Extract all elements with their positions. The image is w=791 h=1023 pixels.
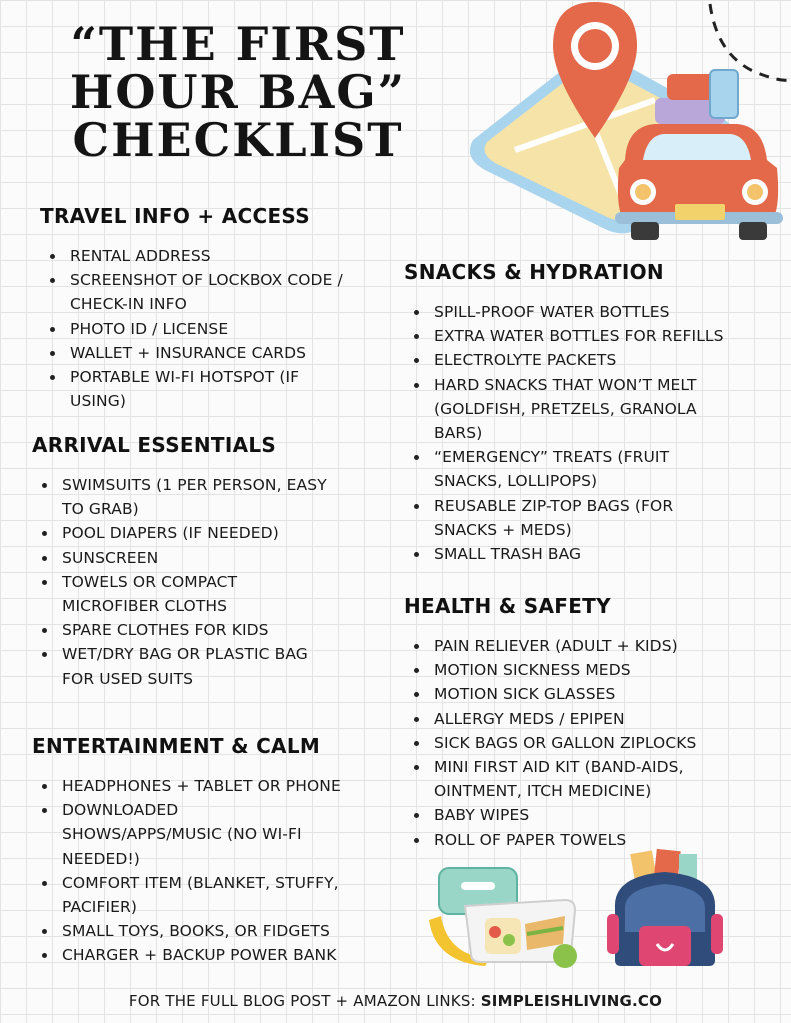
- list-item: PAIN RELIEVER (ADULT + KIDS): [434, 634, 744, 658]
- list-item: SPILL-PROOF WATER BOTTLES: [434, 300, 744, 324]
- list-item: CHARGER + BACKUP POWER BANK: [62, 943, 362, 967]
- list-item: PORTABLE WI-FI HOTSPOT (IF USING): [70, 365, 380, 413]
- list-item: SMALL TOYS, BOOKS, OR FIDGETS: [62, 919, 362, 943]
- list-item: “EMERGENCY” TREATS (FRUIT SNACKS, LOLLIPOPS): [434, 445, 744, 493]
- list-item: REUSABLE ZIP-TOP BAGS (FOR SNACKS + MEDS): [434, 494, 744, 542]
- section-heading: ENTERTAINMENT & CALM: [32, 734, 321, 758]
- section-heading: ARRIVAL ESSENTIALS: [32, 433, 277, 457]
- backpack-icon: [605, 848, 725, 970]
- section-health-safety: [404, 594, 744, 852]
- section-heading: HEALTH & SAFETY: [404, 594, 611, 618]
- checklist: [32, 774, 362, 968]
- list-item: POOL DIAPERS (IF NEEDED): [62, 521, 352, 545]
- list-item: EXTRA WATER BOTTLES FOR REFILLS: [434, 324, 744, 348]
- page-title: [58, 17, 418, 167]
- section-heading: SNACKS & HYDRATION: [404, 260, 664, 284]
- section-arrival-essentials: [32, 433, 352, 691]
- section-entertainment: [32, 734, 362, 968]
- list-item: SWIMSUITS (1 PER PERSON, EASY TO GRAB): [62, 473, 352, 521]
- checklist: [404, 634, 744, 852]
- list-item: MOTION SICK GLASSES: [434, 682, 744, 706]
- list-item: MINI FIRST AID KIT (BAND-AIDS, OINTMENT, ITCH MEDICINE): [434, 755, 744, 803]
- title-line-3: CHECKLIST: [72, 113, 404, 167]
- list-item: SICK BAGS OR GALLON ZIPLOCKS: [434, 731, 744, 755]
- list-item: SUNSCREEN: [62, 546, 352, 570]
- section-travel-info: [40, 204, 380, 413]
- title-line-2: HOUR BAG”: [69, 65, 407, 119]
- list-item: SCREENSHOT OF LOCKBOX CODE / CHECK-IN INFO: [70, 268, 380, 316]
- lunchbox-icon: [425, 862, 585, 972]
- list-item: SPARE CLOTHES FOR KIDS: [62, 618, 352, 642]
- list-item: PHOTO ID / LICENSE: [70, 317, 380, 341]
- list-item: HARD SNACKS THAT WON’T MELT (GOLDFISH, PRETZELS, GRANOLA BARS): [434, 373, 744, 446]
- section-snacks-hydration: [404, 260, 744, 566]
- list-item: HEADPHONES + TABLET OR PHONE: [62, 774, 362, 798]
- footer-link[interactable]: SIMPLEISHLIVING.CO: [480, 992, 663, 1010]
- list-item: BABY WIPES: [434, 803, 744, 827]
- list-item: ROLL OF PAPER TOWELS: [434, 828, 744, 852]
- list-item: MOTION SICKNESS MEDS: [434, 658, 744, 682]
- list-item: TOWELS OR COMPACT MICROFIBER CLOTHS: [62, 570, 352, 618]
- checklist: [404, 300, 744, 566]
- list-item: RENTAL ADDRESS: [70, 244, 380, 268]
- checklist: [40, 244, 380, 413]
- list-item: WALLET + INSURANCE CARDS: [70, 341, 380, 365]
- list-item: WET/DRY BAG OR PLASTIC BAG FOR USED SUITS: [62, 642, 352, 690]
- title-line-1: “THE FIRST: [70, 17, 406, 71]
- list-item: DOWNLOADED SHOWS/APPS/MUSIC (NO WI-FI NEEDED!): [62, 798, 362, 871]
- map-car-icon: [455, 0, 791, 248]
- checklist: [32, 473, 352, 691]
- footer-prefix: FOR THE FULL BLOG POST + AMAZON LINKS:: [128, 992, 481, 1010]
- list-item: COMFORT ITEM (BLANKET, STUFFY, PACIFIER): [62, 871, 362, 919]
- footer-note: [0, 992, 791, 1010]
- list-item: ALLERGY MEDS / EPIPEN: [434, 707, 744, 731]
- list-item: SMALL TRASH BAG: [434, 542, 744, 566]
- section-heading: TRAVEL INFO + ACCESS: [40, 204, 310, 228]
- list-item: ELECTROLYTE PACKETS: [434, 348, 744, 372]
